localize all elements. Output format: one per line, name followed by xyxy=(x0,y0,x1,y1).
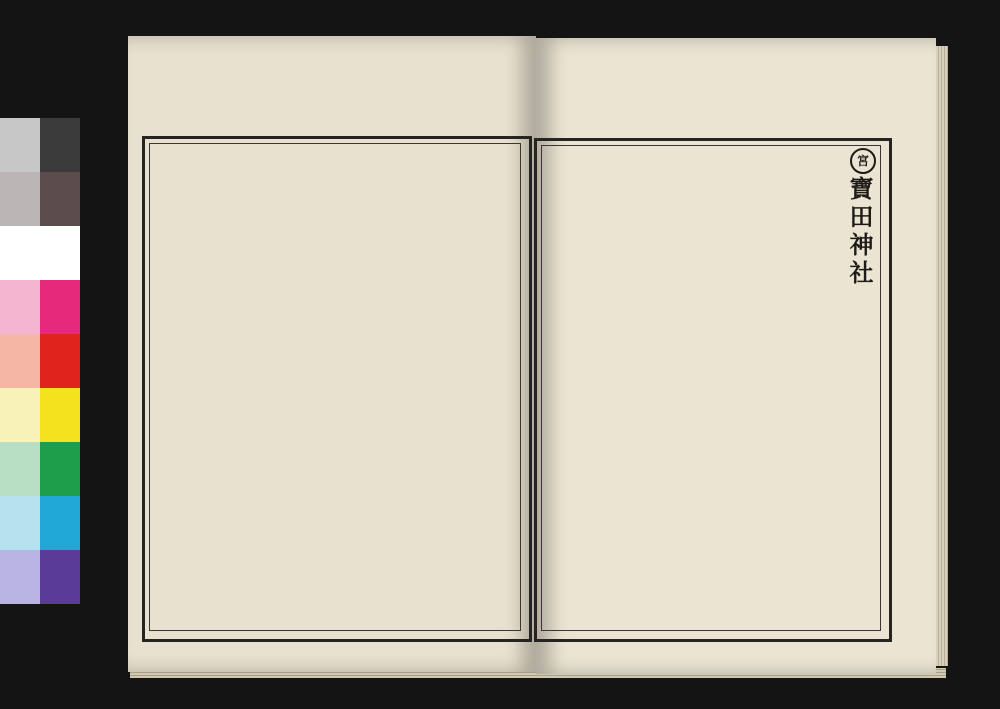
calibration-swatch xyxy=(40,226,80,280)
calibration-swatch xyxy=(40,334,80,388)
right-page-inner-border xyxy=(541,145,881,631)
calibration-swatch xyxy=(0,442,40,496)
section-badge: 宮 xyxy=(850,148,876,174)
calibration-row xyxy=(0,118,80,172)
calibration-swatch xyxy=(40,388,80,442)
color-calibration-chart xyxy=(0,118,80,604)
calibration-row xyxy=(0,496,80,550)
left-page-inner-border xyxy=(149,143,521,631)
text-column: 寶田神社 xyxy=(845,176,874,288)
calibration-swatch xyxy=(0,172,40,226)
calibration-swatch xyxy=(0,388,40,442)
calibration-row xyxy=(0,388,80,442)
calibration-swatch xyxy=(0,226,40,280)
calibration-swatch xyxy=(0,280,40,334)
calibration-swatch xyxy=(0,550,40,604)
calibration-swatch xyxy=(40,550,80,604)
calibration-row xyxy=(0,442,80,496)
calibration-row xyxy=(0,550,80,604)
calibration-swatch xyxy=(40,118,80,172)
calibration-row xyxy=(0,226,80,280)
calibration-swatch xyxy=(40,442,80,496)
calibration-swatch xyxy=(40,172,80,226)
calibration-row xyxy=(0,334,80,388)
calibration-swatch xyxy=(0,118,40,172)
calibration-swatch xyxy=(0,496,40,550)
calibration-swatch xyxy=(40,280,80,334)
calibration-swatch xyxy=(0,334,40,388)
calibration-swatch xyxy=(40,496,80,550)
calibration-row xyxy=(0,280,80,334)
calibration-row xyxy=(0,172,80,226)
